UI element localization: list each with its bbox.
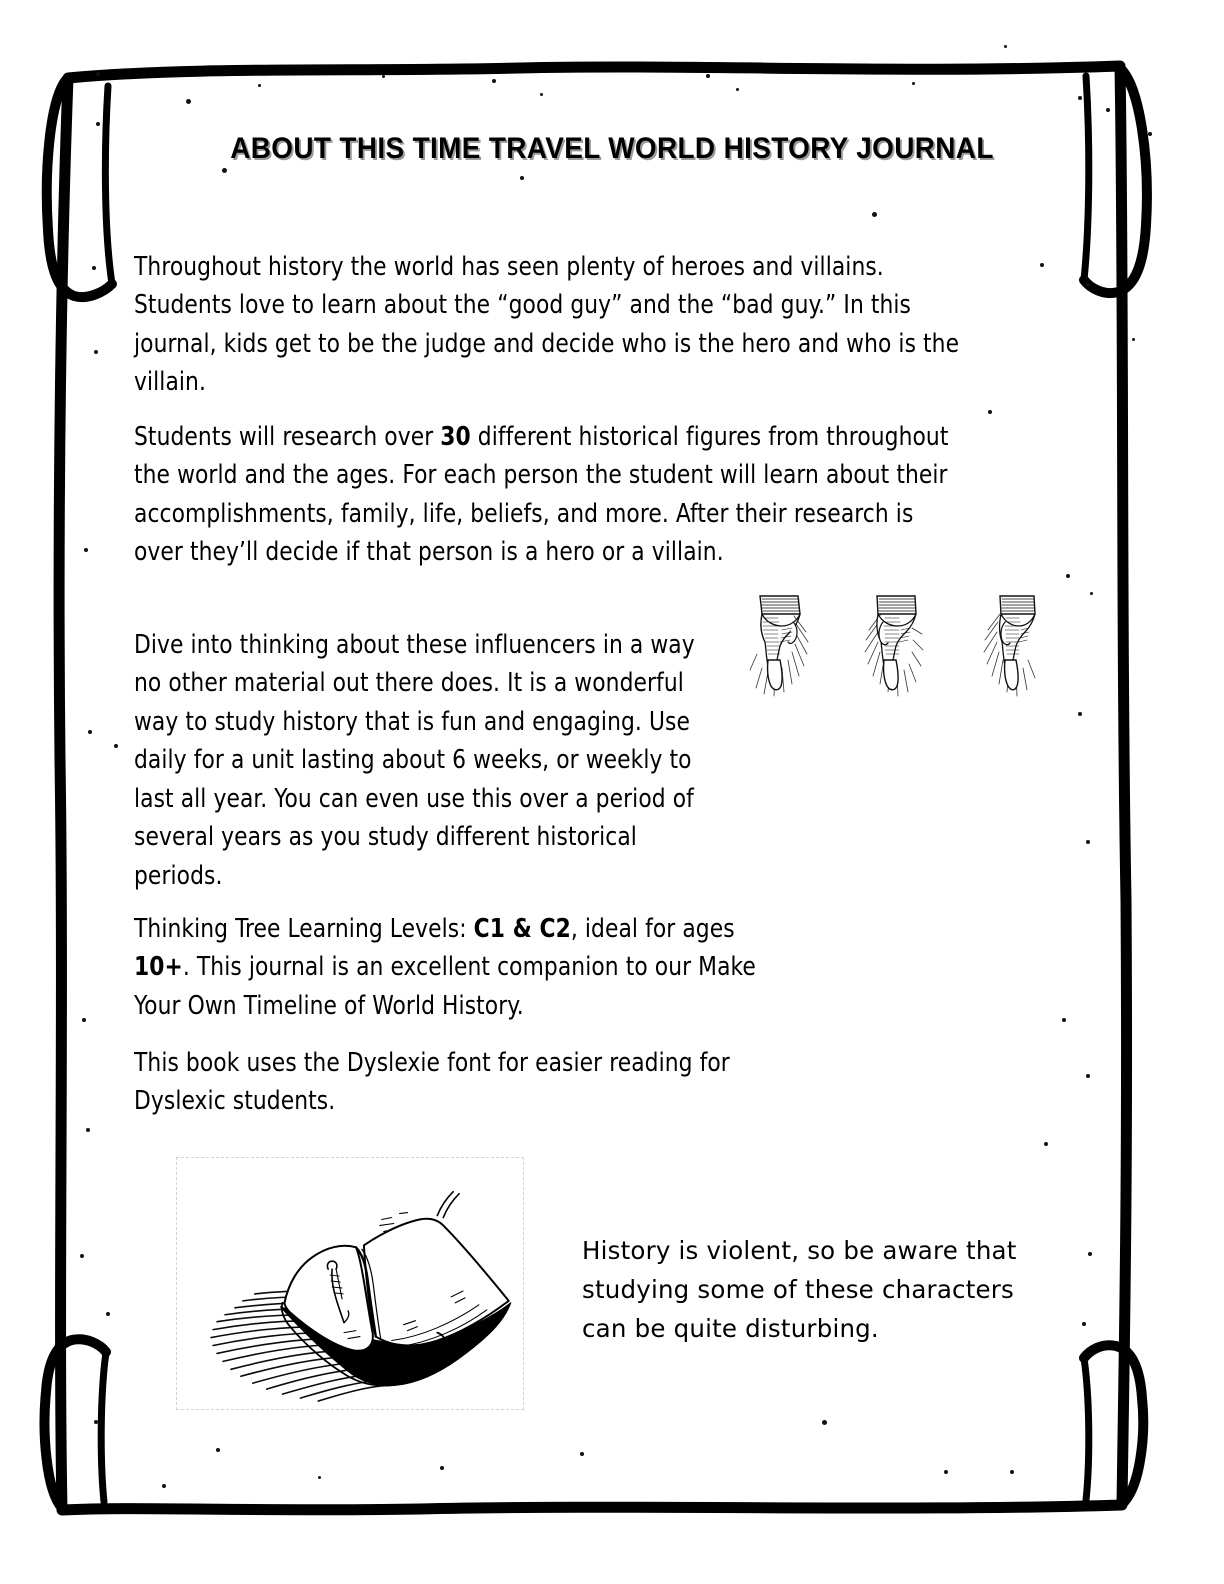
paragraph-dive-in: Dive into thinking about these influencers in a way no other material out there does. It is a wonderful way to study history that is fun and engaging. Use daily for a unit lasting about 6 weeks, or weekly to last all year. You can even use this over a period of several years as you study different historical periods.	[134, 629, 695, 891]
p2-text-after: different historical figures from throughout the world and the ages. For each person the student will learn about their accomplishments, family, life, beliefs, and more. After their research is over they’ll decide if that person is a hero or a villain.	[134, 421, 949, 567]
paragraph-research	[134, 418, 961, 572]
pointing-hand-icon-3	[978, 588, 1040, 706]
book-illustration-frame	[176, 1157, 524, 1410]
paragraph-intro: Throughout history the world has seen plenty of heroes and villains. Students love to learn about the “good guy” and the “bad guy.” In this journal, kids get to be the judge and decide who is the hero and who is the villain.	[134, 251, 960, 397]
p4-text-1: Thinking Tree Learning Levels:	[134, 913, 474, 944]
p4-text-2: , ideal for ages	[570, 913, 735, 944]
paragraph-levels	[134, 910, 761, 1026]
p2-text-before: Students will research over	[134, 421, 441, 452]
pointing-hands-row	[748, 588, 1040, 706]
p4-text-3: . This journal is an excellent companion to our Make Your Own Timeline of World History.	[134, 952, 756, 1021]
pointing-hand-icon-1	[748, 588, 810, 706]
page-title: ABOUT THIS TIME TRAVEL WORLD HISTORY JOURNAL	[230, 132, 994, 166]
open-book-illustration	[177, 1158, 523, 1409]
paragraph-dyslexie-font: This book uses the Dyslexie font for easier reading for Dyslexic students.	[134, 1047, 730, 1116]
p2-figure-count: 30	[440, 421, 471, 452]
p4-age-range: 10+	[134, 952, 183, 982]
warning-note: History is violent, so be aware that studying some of these characters can be quite disturbing.	[582, 1235, 1017, 1343]
pointing-hand-icon-2	[863, 588, 925, 706]
p4-learning-levels: C1 & C2	[473, 913, 571, 944]
